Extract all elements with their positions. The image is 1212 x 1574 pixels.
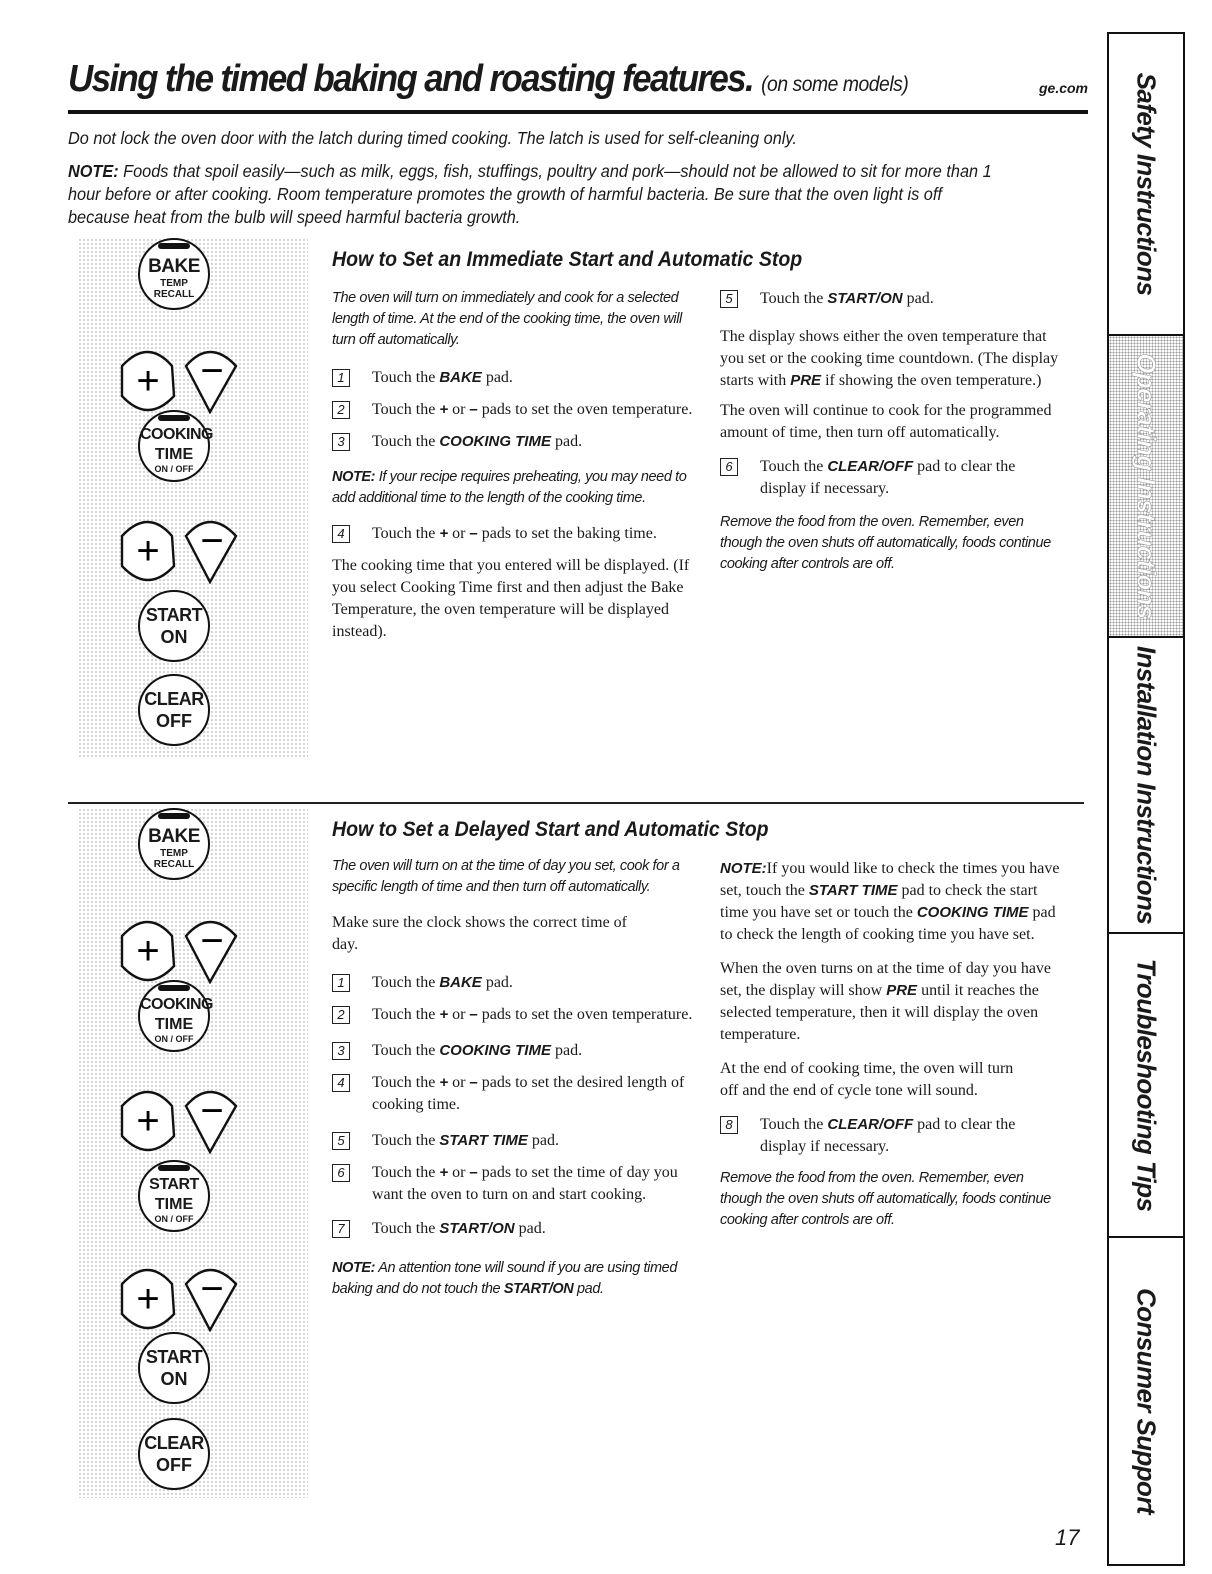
s2-step-4: 4 Touch the + or – pads to set the desired length of cooking time. [332,1072,697,1116]
cooking-time-key[interactable]: COOKING TIME ON / OFF [138,980,210,1052]
section-tabs [1107,32,1185,1566]
s2-clock-para: Make sure the clock shows the correct time of day. [332,914,628,953]
bake-key[interactable]: BAKE TEMP RECALL [138,238,210,310]
step-number: 5 [720,290,738,308]
plus-minus-keys-1[interactable] [114,344,244,414]
s2-step-1: 1 Touch the BAKE pad. [332,972,697,994]
plus-icon[interactable]: + [136,529,160,573]
minus-icon[interactable]: − [200,349,224,393]
s1-displayed-para: The cooking time that you entered will be displayed. (If you select Cooking Time first and then adjust the Bake Temperature, the oven temperature will be displayed instead). [332,557,690,640]
tab-operating-instructions[interactable]: Operating Instructions [1109,336,1183,638]
step-number: 3 [332,1042,350,1060]
s1-step-3: 3 Touch the COOKING TIME pad. [332,431,697,453]
section2-lead: The oven will turn on at the time of day you set, cook for a specific length of time and then turn off automatically. [332,858,680,895]
section2-right-column [720,858,1065,1239]
step-number: 6 [332,1164,350,1182]
plus-icon[interactable]: + [136,359,160,403]
section1-right-column [720,288,1065,583]
s1-step-6: 6 Touch the CLEAR/OFF pad to clear the display if necessary. [720,456,1065,500]
s2-when-para: When the oven turns on at the time of day you have set, the display will show PRE until it reaches the selected temperature, then it will display the oven temperature. [720,960,1052,1043]
keypad-panel-2 [78,808,308,1498]
step-number: 1 [332,974,350,992]
page-subtitle: (on some models) [761,73,909,96]
step-number: 2 [332,1006,350,1024]
plus-icon[interactable]: + [136,1277,160,1321]
latch-warning: Do not lock the oven door with the latch during timed cooking. The latch is used for self-cleaning only. [68,128,797,148]
tab-consumer-support[interactable]: Consumer Support [1131,1288,1162,1514]
s2-step-2: 2 Touch the + or – pads to set the oven temperature. [332,1004,697,1026]
s2-end-para: At the end of cooking time, the oven will turn off and the end of cycle tone will sound. [720,1060,1014,1099]
intro-note: NOTE: Foods that spoil easily—such as milk, eggs, fish, stuffings, poultry and pork—should not be allowed to sit for more than 1 hour before or after cooking. Room temperature promotes the growth of harmful bacteria. Be sure that the oven light is off because heat from the bulb will speed harmful bacteria growth. [68,161,992,227]
s2-remove-note: Remove the food from the oven. Remember, even though the oven shuts off automatically, foods continue cooking after controls are off. [720,1170,1051,1228]
s1-step-2: 2 Touch the + or – pads to set the oven temperature. [332,399,697,421]
step-number: 3 [332,433,350,451]
s1-step-4: 4 Touch the + or – pads to set the baking time. [332,523,697,545]
s2-step-8: 8 Touch the CLEAR/OFF pad to clear the display if necessary. [720,1114,1065,1158]
section2-left-column [332,856,697,1308]
plus-minus-keys-2[interactable] [114,514,244,584]
tab-safety-instructions[interactable]: Safety Instructions [1109,34,1183,336]
s1-step-5: 5 Touch the START/ON pad. [720,288,1065,310]
tab-installation-instructions[interactable]: Installation Instructions [1109,638,1183,934]
s1-remove-note: Remove the food from the oven. Remember, even though the oven shuts off automatically, foods continue cooking after controls are off. [720,514,1051,572]
step-number: 8 [720,1116,738,1134]
minus-icon[interactable]: − [200,1089,224,1133]
s2-attention-note: NOTE: An attention tone will sound if you are using timed baking and do not touch the START/ON pad. [332,1260,677,1297]
s2-step-6: 6 Touch the + or – pads to set the time of day you want the oven to turn on and start cooking. [332,1162,697,1206]
step-number: 1 [332,369,350,387]
site-url[interactable]: ge.com [1038,80,1088,96]
section1-heading: How to Set an Immediate Start and Automatic Stop [332,248,803,271]
tab-troubleshooting-tips[interactable]: Troubleshooting Tips [1109,934,1183,1238]
cooking-time-key[interactable]: COOKING TIME ON / OFF [138,410,210,482]
step-number: 2 [332,401,350,419]
plus-minus-keys-1[interactable] [114,914,244,984]
s1-preheat-note: NOTE: If your recipe requires preheating, you may need to add additional time to the length of the cooking time. [332,469,687,506]
step-number: 6 [720,458,738,476]
clear-off-key[interactable]: CLEAR OFF [138,674,210,746]
start-on-key[interactable]: START ON [138,1332,210,1404]
section2-heading: How to Set a Delayed Start and Automatic Stop [332,818,769,841]
plus-minus-keys-2[interactable] [114,1084,244,1154]
page-header [68,58,1088,114]
step-number: 7 [332,1220,350,1238]
minus-icon[interactable]: − [200,519,224,563]
start-time-key[interactable]: START TIME ON / OFF [138,1160,210,1232]
minus-icon[interactable]: − [200,1267,224,1311]
page-number: 17 [1055,1525,1080,1550]
start-on-key[interactable]: START ON [138,590,210,662]
s1-step-1: 1 Touch the BAKE pad. [332,367,697,389]
s2-check-note: NOTE:If you would like to check the times you have set, touch the START TIME pad to check the start time you have set or touch the COOKING TIME pad to check the length of cooking time you have set. [720,860,1060,943]
s1-continue-para: The oven will continue to cook for the programmed amount of time, then turn off automatically. [720,402,1052,441]
section1-left-column [332,288,697,651]
section1-lead: The oven will turn on immediately and cook for a selected length of time. At the end of the cooking time, the oven will turn off automatically. [332,290,682,348]
minus-icon[interactable]: − [200,919,224,963]
s2-step-5: 5 Touch the START TIME pad. [332,1130,697,1152]
clear-off-key[interactable]: CLEAR OFF [138,1418,210,1490]
step-number: 4 [332,1074,350,1092]
s2-step-7: 7 Touch the START/ON pad. [332,1218,697,1240]
s1-display-para: The display shows either the oven temperature that you set or the cooking time countdown. (The display starts with PRE if showing the oven temperature.) [720,328,1059,389]
section-divider [68,802,1084,804]
plus-icon[interactable]: + [136,929,160,973]
bake-key[interactable]: BAKE TEMP RECALL [138,808,210,880]
s2-step-3: 3 Touch the COOKING TIME pad. [332,1040,697,1062]
step-number: 5 [332,1132,350,1150]
page-title: Using the timed baking and roasting features. (on some models) [68,58,909,100]
title-rule [68,110,1088,114]
keypad-panel-1 [78,238,308,758]
step-number: 4 [332,525,350,543]
plus-icon[interactable]: + [136,1099,160,1143]
plus-minus-keys-3[interactable] [114,1262,244,1332]
